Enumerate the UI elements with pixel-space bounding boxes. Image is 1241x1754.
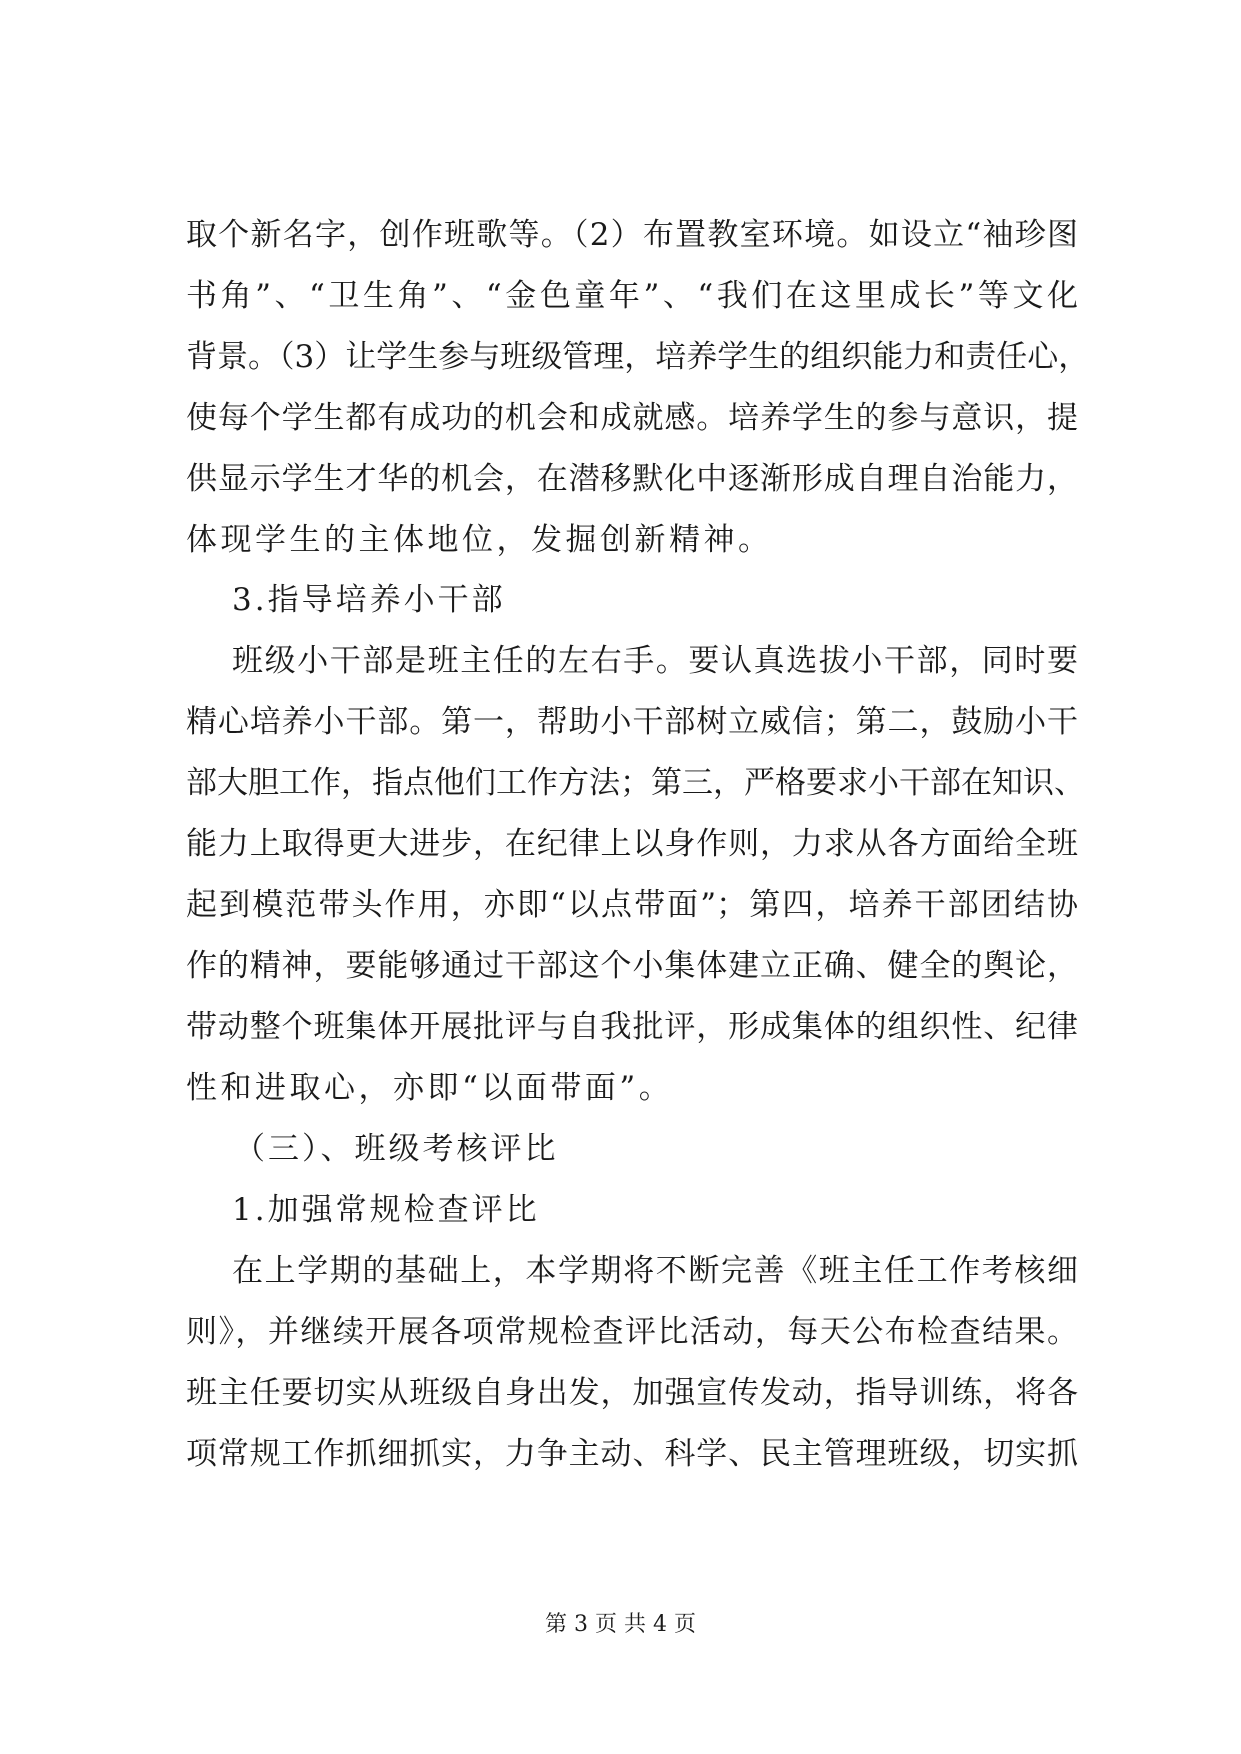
paragraph-line: 精心培养小干部。第一，帮助小干部树立威信；第二，鼓励小干 — [186, 704, 1078, 740]
paragraph-line: 班主任要切实从班级自身出发，加强宣传发动，指导训练，将各 — [186, 1375, 1078, 1411]
paragraph-line: 能力上取得更大进步，在纪律上以身作则，力求从各方面给全班 — [186, 826, 1078, 862]
paragraph-line: 体现学生的主体地位，发掘创新精神。 — [186, 522, 773, 558]
paragraph-line: 带动整个班集体开展批评与自我批评，形成集体的组织性、纪律 — [186, 1009, 1078, 1045]
paragraph-line: 使每个学生都有成功的机会和成就感。培养学生的参与意识，提 — [186, 400, 1078, 436]
paragraph-line: 在上学期的基础上，本学期将不断完善《班主任工作考核细 — [232, 1253, 1078, 1289]
paragraph-line: 班级小干部是班主任的左右手。要认真选拔小干部，同时要 — [232, 643, 1078, 679]
paragraph-line: 性和进取心，亦即“以面带面”。 — [186, 1070, 674, 1106]
paragraph-line: 背景。（3）让学生参与班级管理，培养学生的组织能力和责任心， — [186, 339, 1090, 375]
paragraph-line: 作的精神，要能够通过干部这个小集体建立正确、健全的舆论， — [186, 948, 1078, 984]
paragraph-line: 项常规工作抓细抓实，力争主动、科学、民主管理班级，切实抓 — [186, 1436, 1078, 1472]
section-heading: 1.加强常规检查评比 — [232, 1192, 540, 1228]
paragraph-line: 部大胆工作，指点他们工作方法；第三，严格要求小干部在知识、 — [186, 765, 1085, 801]
section-heading: 3.指导培养小干部 — [232, 582, 506, 618]
paragraph-line: 则》，并继续开展各项常规检查评比活动，每天公布检查结果。 — [186, 1314, 1078, 1350]
paragraph-line: 供显示学生才华的机会，在潜移默化中逐渐形成自理自治能力， — [186, 461, 1078, 497]
paragraph-line: 书角”、“卫生角”、“金色童年”、“我们在这里成长”等文化 — [186, 278, 1078, 314]
paragraph-line: 起到模范带头作用，亦即“以点带面”；第四，培养干部团结协 — [186, 887, 1078, 923]
section-heading: （三）、班级考核评比 — [234, 1131, 559, 1167]
paragraph-line: 取个新名字，创作班歌等。（2）布置教室环境。如设立“袖珍图 — [186, 217, 1078, 253]
page-footer: 第 3 页 共 4 页 — [545, 1612, 696, 1637]
